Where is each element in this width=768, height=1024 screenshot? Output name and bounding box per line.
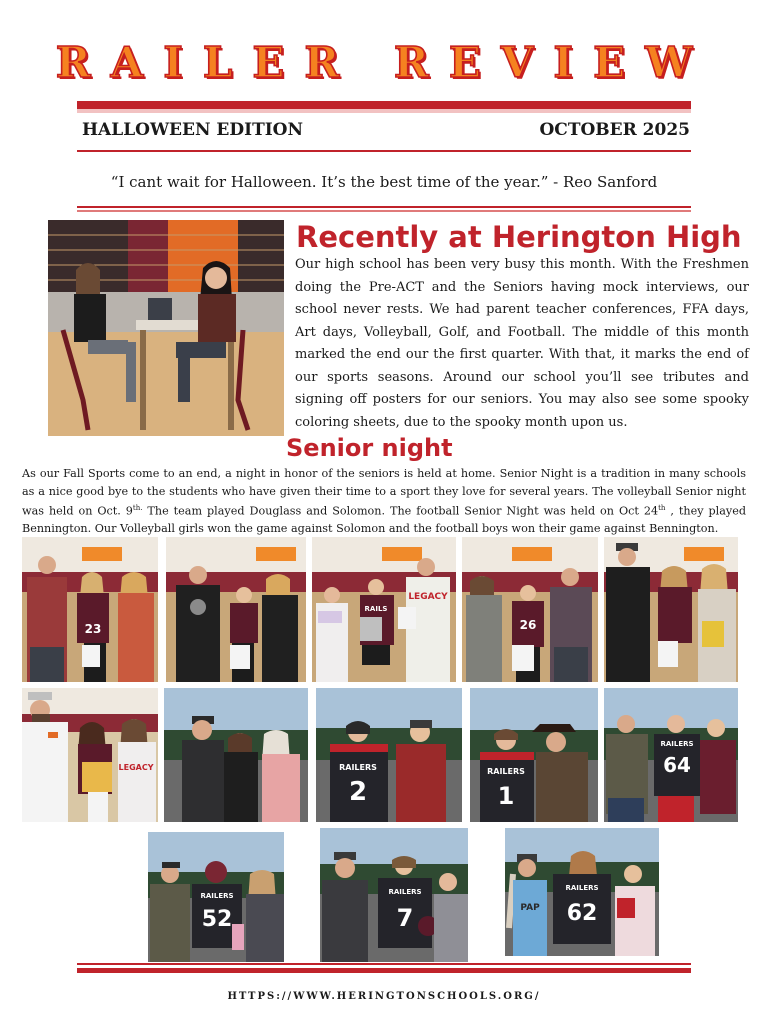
masthead-rule-pink: [77, 109, 691, 113]
jersey-number-52: 52: [201, 907, 233, 932]
senior-body-part3: , they played Bennington. Our Volleyball girls won the game against Solomon and the football boys won their game against Bennington.: [22, 504, 746, 536]
shirt-text-legacy: LEGACY: [408, 592, 448, 602]
mock-interview-photo: [48, 220, 284, 436]
football-senior-photo-6: [148, 832, 284, 962]
football-senior-photo-2: [164, 688, 308, 822]
football-senior-photo-4: [470, 688, 598, 822]
jersey-number-26: 26: [519, 618, 537, 632]
jersey-text-railers-5: RAILERS: [660, 740, 694, 748]
quote-rule-top: [77, 206, 691, 208]
senior-sup1: th.: [132, 504, 143, 512]
jersey-text-rails-3: RAILS: [364, 605, 388, 613]
volleyball-senior-photo-4: [462, 537, 598, 682]
masthead-title: RAILER REVIEW: [55, 38, 713, 87]
shirt-text-legacy-2: LEGACY: [118, 763, 154, 772]
football-senior-photo-8: [505, 828, 659, 956]
senior-body-part2: The team played Douglass and Solomon. The football Senior Night was held on Oct 24: [142, 504, 659, 518]
jersey-number-64: 64: [663, 753, 691, 777]
jersey-number-1: 1: [497, 782, 515, 810]
jersey-text-railers-6: RAILERS: [200, 892, 234, 900]
recent-body: Our high school has been very busy this month. With the Freshmen doing the Pre-ACT and the Seniors having mock interviews, our school never rests. We had parent teacher conferences, FFA days, Art days, Volleyball, Golf, and Football. The middle of this month marked the end our the first quarter. With that, it marks the end of our sports seasons. Around our school you’ll see tributes and signing off posters for our seniors. You may also see some spooky coloring sheets, due to the spooky month upon us.: [295, 257, 749, 430]
recent-heading: Recently at Herington High: [296, 220, 742, 254]
header-divider: [77, 150, 691, 152]
volleyball-senior-photo-3: [312, 537, 456, 682]
football-senior-photo-7: [320, 828, 468, 962]
senior-body-part1: As our Fall Sports come to an end, a night in honor of the seniors is held at home. Senior Night is a tradition in many schools as a nice good bye to the students who have given their time to a sport they love for several years. The volleyball Senior night was held on Oct. 9: [22, 467, 746, 518]
jersey-text-railers-7: RAILERS: [388, 888, 422, 896]
senior-sup2: th: [658, 504, 666, 512]
volleyball-senior-photo-1: [22, 537, 158, 682]
quote-rule-bottom: [77, 210, 691, 212]
football-senior-photo-3: [316, 688, 462, 822]
jersey-text-railers-3: RAILERS: [339, 763, 377, 772]
jersey-number-23: 23: [84, 622, 102, 636]
jersey-text-railers-4: RAILERS: [487, 767, 525, 776]
issue-date: OCTOBER 2025: [539, 120, 690, 140]
jersey-number-62: 62: [566, 901, 598, 926]
masthead-rule-thick: [77, 101, 691, 109]
jersey-number-7: 7: [396, 904, 414, 932]
jersey-text-railers-8: RAILERS: [565, 884, 599, 892]
edition-label: HALLOWEEN EDITION: [82, 120, 304, 140]
football-senior-photo-1: [22, 688, 158, 822]
footer-rule-bottom: [77, 968, 691, 973]
volleyball-senior-photo-2: [166, 537, 306, 682]
senior-heading: Senior night: [286, 434, 453, 462]
school-website-link[interactable]: HTTPS://WWW.HERINGTONSCHOOLS.ORG/: [227, 991, 541, 1002]
senior-body: [22, 465, 746, 538]
football-senior-photo-5: [604, 688, 738, 822]
footer-rule-top: [77, 963, 691, 965]
shirt-text-pap: PAP: [520, 903, 540, 913]
jersey-number-2: 2: [348, 777, 368, 807]
featured-quote: “I cant wait for Halloween. It’s the best time of the year.” - Reo Sanford: [110, 173, 658, 191]
volleyball-senior-photo-5: [604, 537, 738, 682]
